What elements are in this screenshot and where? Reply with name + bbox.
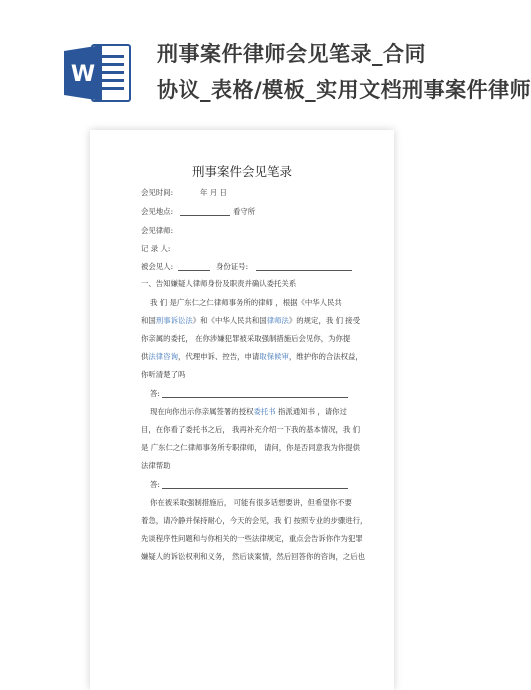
p2-line-3: 是 广东仁之仁律师事务所专职律师， 请问，你是否同意我为你提供 xyxy=(141,443,361,452)
p3-line-3: 先谈程序性问题和与你相关的一些法律规定，重点会告诉你作为犯罪 xyxy=(141,534,363,543)
recorder-label: 记 录 人: xyxy=(141,244,171,253)
link-bail[interactable]: 取保候审 xyxy=(259,352,289,361)
document-title: 刑事案件会见笔录 xyxy=(191,164,292,179)
place-underline xyxy=(180,215,230,216)
place-suffix: 看守所 xyxy=(233,207,256,216)
time-label: 会见时间: xyxy=(141,188,174,197)
title-line-2: 协议_表格/模板_实用文档刑事案件律师 xyxy=(157,78,531,102)
id-underline xyxy=(256,270,352,271)
answer-underline-2 xyxy=(162,488,348,489)
p1-line-2: 和国刑事诉讼法》和《中华人民共和国律师法》的规定，我 们 接受 xyxy=(141,316,361,325)
link-lawyer-law[interactable]: 律师法 xyxy=(266,316,289,325)
p1-line-3: 你亲属的委托， 在你涉嫌犯罪被采取强制措施后会见你，为你提 xyxy=(141,334,351,343)
link-power-of-attorney[interactable]: 委托书 xyxy=(253,407,276,416)
visitee-underline xyxy=(178,270,210,271)
p1-line-4: 供法律咨询，代理申诉、控告，申请取保候审，维护你的合法权益， xyxy=(141,352,363,361)
p2-line-1: 现在向你出示你亲属签署的授权委托书 指派通知书 ，请你过 xyxy=(150,407,347,416)
document-page xyxy=(90,130,394,690)
p3-line-1: 你在被采取强制措施后， 可能有很多话想要讲，但希望你不要 xyxy=(150,498,352,507)
answer-label-2: 答: xyxy=(150,480,160,489)
time-value: 年 月 日 xyxy=(200,188,227,197)
title-line-1: 刑事案件律师会见笔录_合同 xyxy=(157,42,426,66)
link-legal-consultation[interactable]: 法律咨询 xyxy=(148,352,178,361)
p2-line-2: 目，在你看了委托书之后， 我再补充介绍一下我的基本情况，我 们 xyxy=(141,425,361,434)
visitee-label: 被会见人: xyxy=(141,262,174,271)
p1-line-5: 你听清楚了吗 xyxy=(141,370,186,379)
link-criminal-procedure-law[interactable]: 刑事诉讼法 xyxy=(155,316,193,325)
svg-text:W: W xyxy=(70,62,96,87)
p1-line-1: 我 们 是广东仁之仁律师事务所的律师 ，根据《中华人民共 xyxy=(150,298,342,307)
p3-line-2: 着急，请冷静并保持耐心，今天的会见，我 们 按照专业的步骤进行， xyxy=(141,516,368,525)
header xyxy=(0,0,531,130)
answer-label-1: 答: xyxy=(150,389,160,398)
place-label: 会见地点: xyxy=(141,207,174,216)
p2-line-4: 法律帮助 xyxy=(141,461,171,470)
word-icon xyxy=(62,41,132,105)
lawyer-label: 会见律师: xyxy=(141,226,174,235)
answer-underline-1 xyxy=(162,397,348,398)
id-label: 身份证号: xyxy=(216,262,249,271)
p3-line-4: 嫌疑人的诉讼权利和义务， 然后谈案情，然后回答你的咨询，之后也 xyxy=(141,552,366,561)
section-1-heading: 一、告知嫌疑人律师身份及职责并确认委托关系 xyxy=(141,279,297,288)
